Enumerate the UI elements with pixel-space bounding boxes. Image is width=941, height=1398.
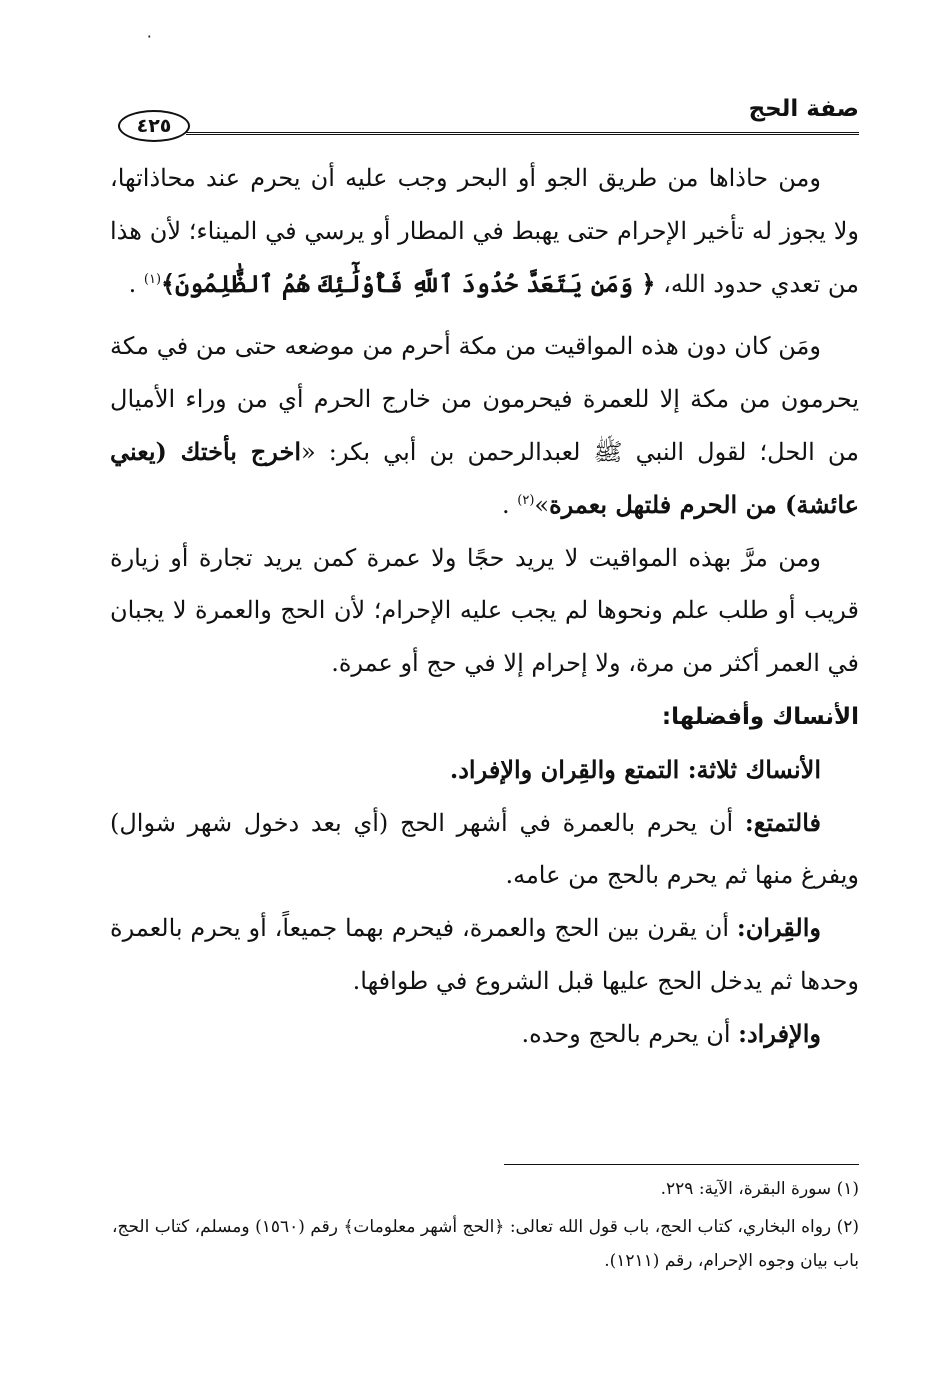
section-heading [110,690,859,744]
paragraph-text: ومن حاذاها من طريق الجو أو البحر وجب عليه أن يحرم عند محاذاتها، ولا يجوز له تأخير الإحرام حتى يهبط في المطار أو يرسي في الميناء؛ لأن هذا من تعدي حدود الله، [110,164,859,298]
paragraph-text: ومَن كان دون هذه المواقيت من مكة أحرم من موضعه حتى من في مكة يحرمون من مكة إلا للعمرة فيحرمون من خارج الحرم أي من وراء الأميال من الحل؛ لقول النبي ﷺ لعبدالرحمن بن أبي بكر: « [110,332,859,466]
footnotes [112,1172,859,1282]
header-rule [186,132,859,135]
definition-label: فالتمتع: [744,807,821,837]
paragraph-within-miqat [110,320,859,531]
section-title: الأنساك وأفضلها: [661,703,859,730]
quote-close: » [534,490,550,519]
corner-mark: ٠ [145,26,154,45]
footnote-2: (٢) رواه البخاري، كتاب الحج، باب قول الله تعالى: ﴿الحج أشهر معلومات﴾ رقم (١٥٦٠) ومسلم، كتاب الحج، باب بيان وجوه الإحرام، رقم (١٢١١). [112,1217,859,1271]
paragraph-text: ومن مرَّ بهذه المواقيت لا يريد حجًا ولا عمرة كمن يريد تجارة أو زيارة قريب أو طلب علم ونحوها لم يجب عليه الإحرام؛ لأن الحج والعمرة لا يجبان في العمر أكثر من مرة، ولا إحرام إلا في حج أو عمرة. [110,543,859,678]
definition-qiran [110,902,859,1008]
paragraph-passing-miqat [110,532,859,690]
hadith-quote: اخرج بأختك (يعني عائشة) من الحرم فلتهل بعمرة [110,436,859,519]
main-text [110,152,859,1061]
section-intro [110,744,859,797]
quran-verse: ﴿ وَمَن يَتَعَدَّ حُدُودَ ٱللَّهِ فَأُوْلَٰٓئِكَ هُمُ ٱلظَّٰلِمُونَ﴾ [161,268,656,298]
page-number: ٤٢٥ [118,110,190,142]
paragraph-miqat-air-sea [110,152,859,310]
page-header [118,96,859,142]
footnote-ref-2: (٢) [517,492,535,508]
footnote-1: (١) سورة البقرة، الآية: ٢٢٩. [660,1179,859,1199]
definition-text: أن يحرم بالعمرة في أشهر الحج (أي بعد دخول شهر شوال) ويفرغ منها ثم يحرم بالحج من عامه. [110,808,859,890]
footnote-separator [504,1164,859,1165]
definition-tamattu [110,797,859,903]
definition-label: والإفراد: [738,1018,821,1048]
paragraph-end: . [128,269,144,298]
footnote-ref-1: (١) [143,271,162,287]
header-title: صفة الحج [748,96,859,122]
definition-text: أن يحرم بالحج وحده. [521,1019,739,1048]
definition-label: والقِران: [736,913,821,943]
paragraph-end: . [501,490,518,519]
section-intro-text: الأنساك ثلاثة: التمتع والقِران والإفراد. [449,754,821,784]
definition-ifrad [110,1008,859,1061]
definition-text: أن يقرن بين الحج والعمرة، فيحرم بهما جميعاً، أو يحرم بالعمرة وحدها ثم يدخل الحج عليها قبل الشروع في طوافها. [110,914,859,995]
